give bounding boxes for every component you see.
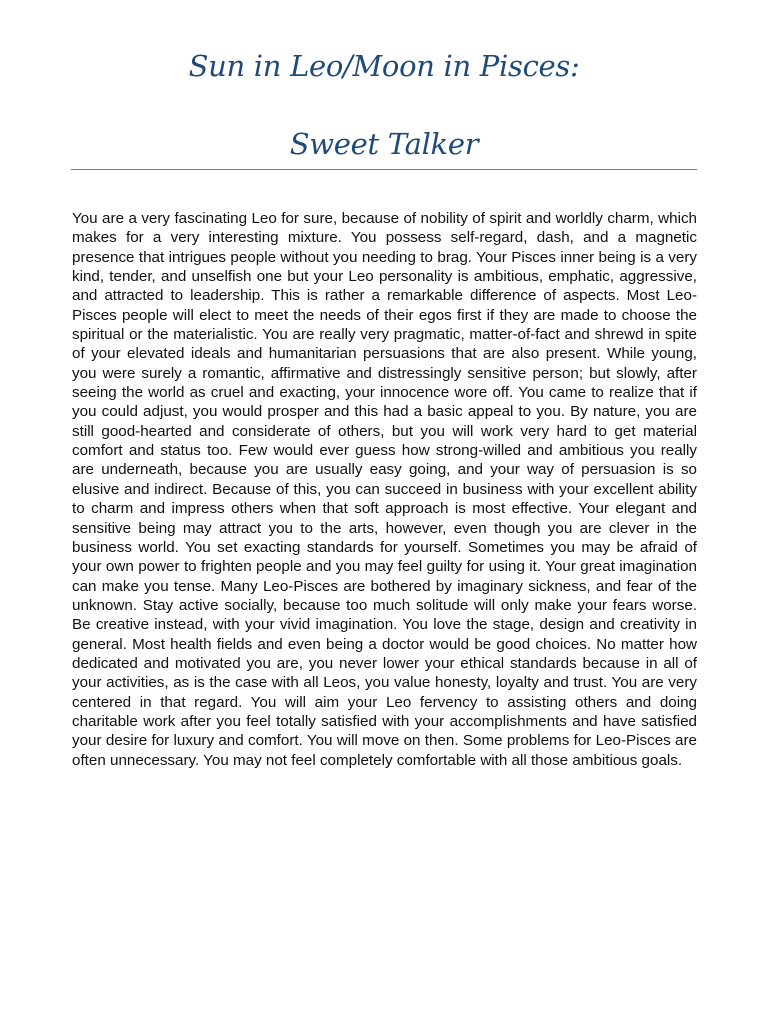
document-title: Sun in Leo/Moon in Pisces: — [188, 49, 580, 83]
title-divider — [71, 169, 697, 170]
body-paragraph: You are a very fascinating Leo for sure, because of nobility of spirit and worldly charm, which makes for a very interesting mixture. You possess self-regard, dash, and a magnetic presence that intrigues people without you needing to brag. Your Pisces inner being is a very kind, tender, and unselfish one but your Leo personality is ambitious, emphatic, aggressive, and attracted to leadership. This is rather a remarkable difference of aspects. Most Leo-Pisces people will elect to meet the needs of their egos first if they are made to choose the spiritual or the materialistic. You are really very pragmatic, matter-of-fact and shrewd in spite of your elevated ideals and humanitarian persuasions that are also present. While young, you were surely a romantic, affirmative and distressingly sensitive person; but slowly, after seeing the world as cruel and exacting, your innocence wore off. You came to realize that if you could adjust, you would prosper and this had a basic appeal to you. By nature, you are still good-hearted and considerate of others, but you will work very hard to get material comfort and status too. Few would ever guess how strong-willed and ambitious you really are underneath, because you are usually easy going, and your way of persuasion is so elusive and indirect. Because of this, you can succeed in business with your excellent ability to charm and impress others when that soft approach is most effective. Your elegant and sensitive being may attract you to the arts, however, even though you are clever in the business world. You set exacting standards for yourself. Sometimes you may be afraid of your own power to frighten people and you may feel guilty for using it. Your great imagination can make you tense. Many Leo-Pisces are bothered by imaginary sickness, and fear of the unknown. Stay active socially, because too much solitude will only make your fears worse. Be creative instead, with your vivid imagination. You love the stage, design and creativity in general. Most health fields and even being a doctor would be good choices. No matter how dedicated and motivated you are, you never lower your ethical standards because in all of your activities, as is the case with all Leos, you value honesty, loyalty and trust. You are very centered in that regard. You will aim your Leo fervency to assisting others and doing charitable work after you feel totally satisfied with your accomplishments and have satisfied your desire for luxury and comfort. You will move on then. Some problems for Leo-Pisces are often unnecessary. You may not feel completely comfortable with all those ambitious goals. — [72, 210, 697, 769]
document-subtitle: Sweet Talker — [289, 127, 479, 161]
title-block — [71, 46, 697, 164]
